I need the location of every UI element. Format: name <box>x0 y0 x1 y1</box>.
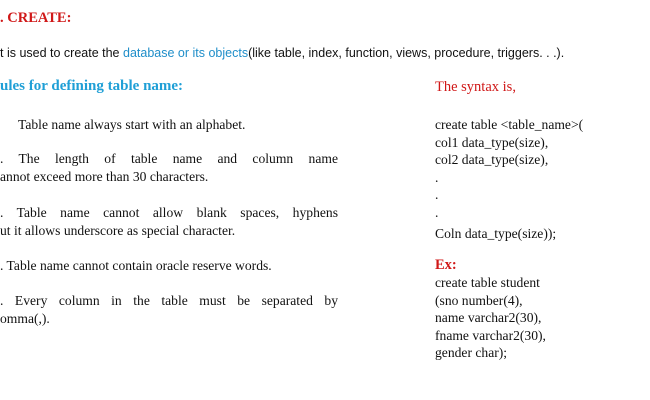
rule-4-text: . Table name cannot contain oracle reserve words. <box>0 258 272 273</box>
intro-text <box>0 46 564 60</box>
rule-5-line1: . Every column in the table must be separated by <box>0 293 338 308</box>
rule-1-text: Table name always start with an alphabet. <box>18 117 246 132</box>
rule-1 <box>18 116 245 134</box>
syntax-line: col2 data_type(size), <box>435 152 549 168</box>
rule-2-line2: annot exceed more than 30 characters. <box>0 169 209 184</box>
example-title: Ex: <box>435 257 457 273</box>
section-heading: . CREATE: <box>0 10 72 26</box>
rule-5-line2: omma(,). <box>0 311 50 326</box>
example-line: gender char); <box>435 345 508 361</box>
rule-3-line1: . Table name cannot allow blank spaces, hyphens <box>0 205 338 220</box>
syntax-line: col1 data_type(size), <box>435 134 549 150</box>
syntax-block <box>435 116 583 242</box>
syntax-line: . <box>435 169 439 185</box>
syntax-title: The syntax is, <box>435 79 516 95</box>
syntax-line: . <box>435 204 439 220</box>
syntax-line: create table <table_name>( <box>435 117 584 132</box>
example-line: (sno number(4), <box>435 292 523 308</box>
rule-4 <box>0 257 272 275</box>
rule-5 <box>0 292 338 328</box>
example-line: fname varchar2(30), <box>435 327 546 343</box>
rule-2-line1: . The length of table name and column name <box>0 151 338 166</box>
rules-title: ules for defining table name: <box>0 78 184 94</box>
example-line: create table student <box>435 275 540 290</box>
intro-highlight: database or its objects <box>123 46 249 60</box>
syntax-line: . <box>435 187 439 203</box>
rule-3 <box>0 204 338 240</box>
intro-suffix: (like table, index, function, views, procedure, triggers. . .). <box>248 46 565 60</box>
example-line: name varchar2(30), <box>435 310 542 326</box>
rule-2 <box>0 150 338 186</box>
syntax-line: Coln data_type(size)); <box>435 225 557 241</box>
example-block <box>435 274 546 362</box>
intro-prefix: t is used to create the <box>0 46 123 60</box>
rule-3-line2: ut it allows underscore as special character. <box>0 223 236 238</box>
